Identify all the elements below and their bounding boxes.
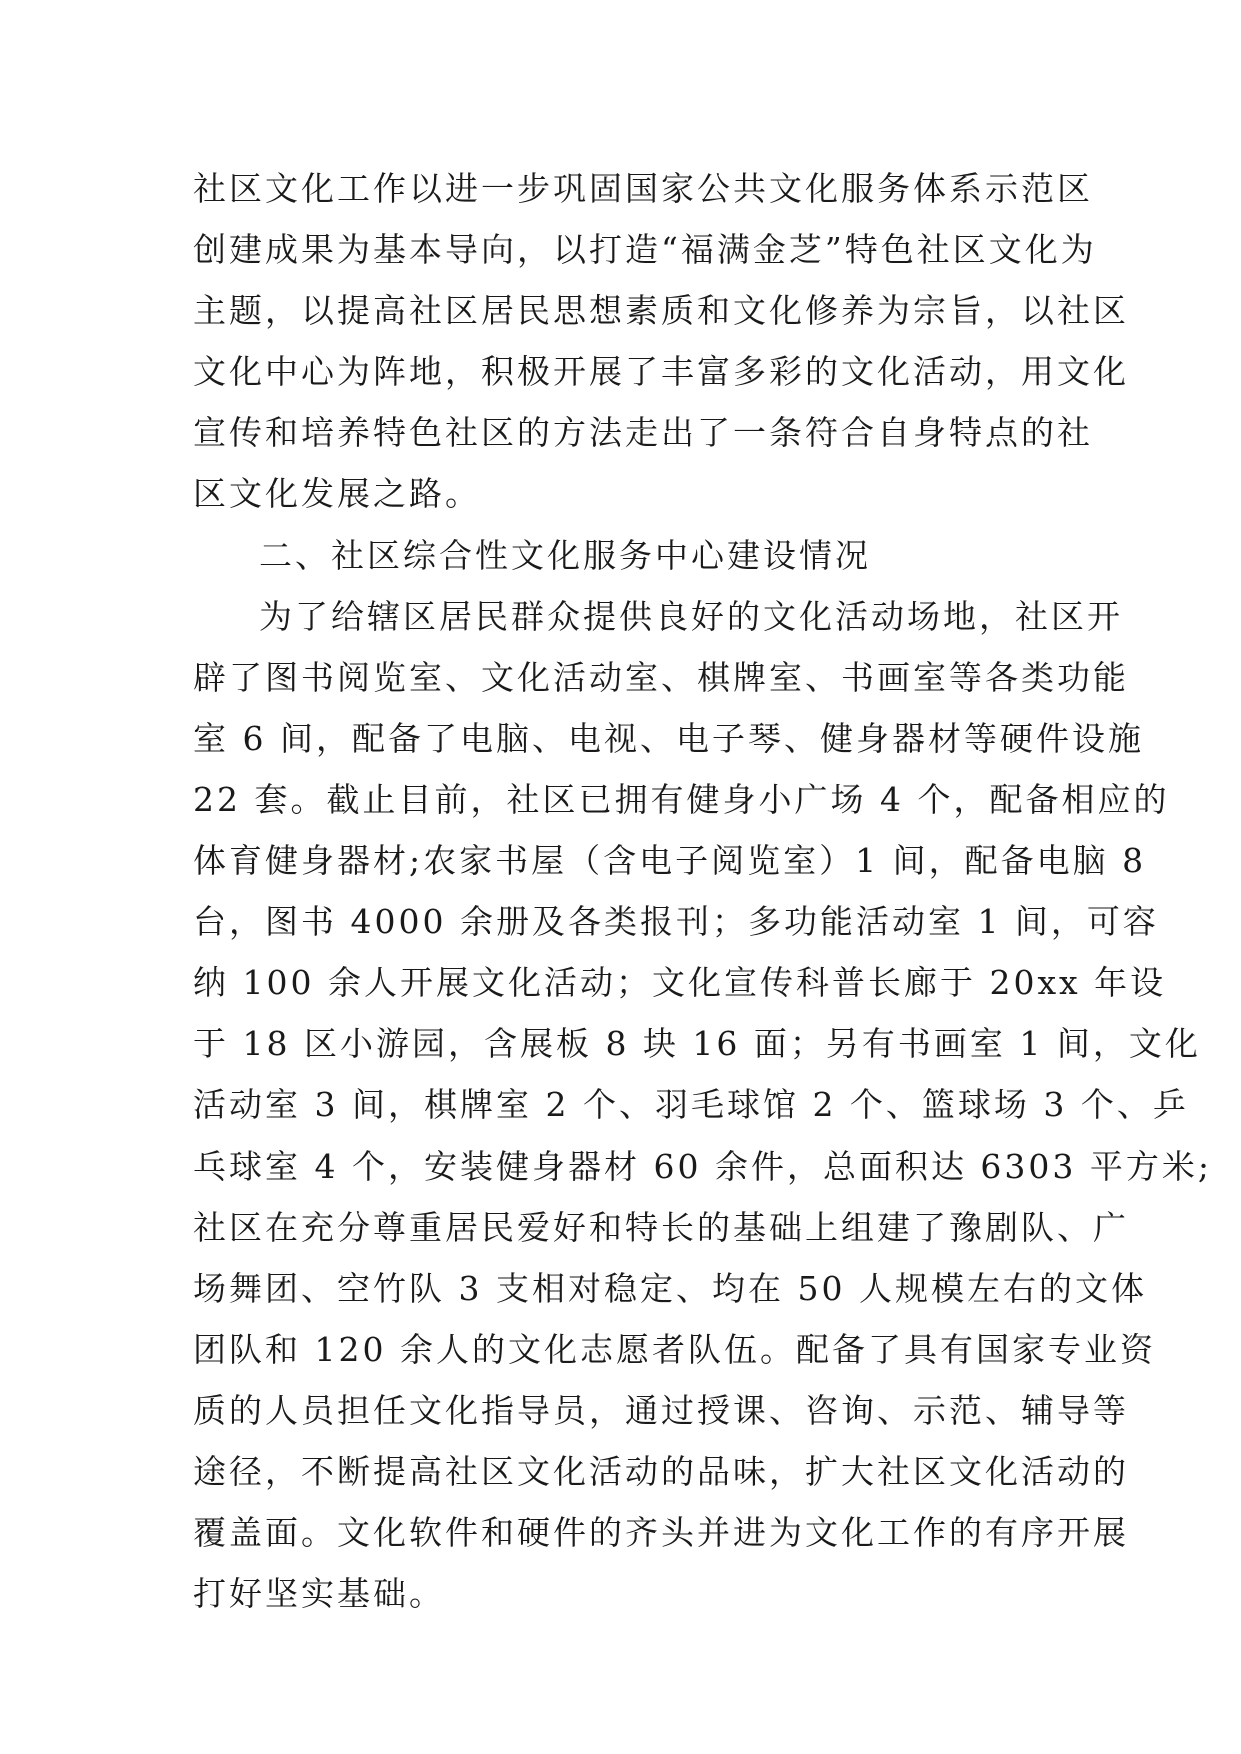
text-line: 区文化发展之路。: [193, 474, 481, 514]
text-line: 文化中心为阵地，积极开展了丰富多彩的文化活动，用文化: [193, 352, 1129, 392]
text-line: 创建成果为基本导向，以打造“福满金芝”特色社区文化为: [193, 230, 1097, 270]
section-heading: 二、社区综合性文化服务中心建设情况: [259, 535, 871, 575]
text-line: 室 6 间，配备了电脑、电视、电子琴、健身器材等硬件设施: [193, 718, 1144, 758]
text-line: 质的人员担任文化指导员，通过授课、咨询、示范、辅导等: [193, 1390, 1129, 1430]
text-line: 打好坚实基础。: [193, 1574, 445, 1614]
text-line: 纳 100 余人开展文化活动；文化宣传科普长廊于 20xx 年设: [193, 963, 1167, 1003]
document-body: [193, 158, 1213, 1624]
text-line: 社区文化工作以进一步巩固国家公共文化服务体系示范区: [193, 169, 1093, 208]
text-line: 宣传和培养特色社区的方法走出了一条符合自身特点的社: [193, 413, 1093, 453]
text-line: 乓球室 4 个，安装健身器材 60 余件，总面积达 6303 平方米;: [193, 1146, 1213, 1186]
text-line: 体育健身器材;农家书屋（含电子阅览室）1 间，配备电脑 8: [193, 841, 1147, 881]
text-line: 场舞团、空竹队 3 支相对稳定、均在 50 人规模左右的文体: [193, 1268, 1147, 1308]
text-line: 于 18 区小游园，含展板 8 块 16 面；另有书画室 1 间，文化: [193, 1024, 1201, 1064]
text-line: 主题，以提高社区居民思想素质和文化修养为宗旨，以社区: [193, 291, 1129, 331]
paragraph-community-culture: [193, 158, 1129, 525]
text-line: 团队和 120 余人的文化志愿者队伍。配备了具有国家专业资: [193, 1329, 1156, 1369]
text-line: 社区在充分尊重居民爱好和特长的基础上组建了豫剧队、广: [193, 1207, 1129, 1247]
text-line: 活动室 3 间，棋牌室 2 个、羽毛球馆 2 个、篮球场 3 个、乒: [193, 1085, 1189, 1125]
text-line: 覆盖面。文化软件和硬件的齐头并进为文化工作的有序开展: [193, 1513, 1129, 1553]
section-heading-block: [193, 525, 1049, 586]
text-line: 22 套。截止目前，社区已拥有健身小广场 4 个，配备相应的: [193, 779, 1170, 819]
text-line: 途径，不断提高社区文化活动的品味，扩大社区文化活动的: [193, 1451, 1129, 1491]
text-line: 为了给辖区居民群众提供良好的文化活动场地，社区开: [259, 596, 1123, 636]
text-line: 辟了图书阅览室、文化活动室、棋牌室、书画室等各类功能: [193, 657, 1129, 697]
paragraph-service-center: [193, 586, 1213, 1625]
text-line: 台，图书 4000 余册及各类报刊；多功能活动室 1 间，可容: [193, 902, 1159, 942]
